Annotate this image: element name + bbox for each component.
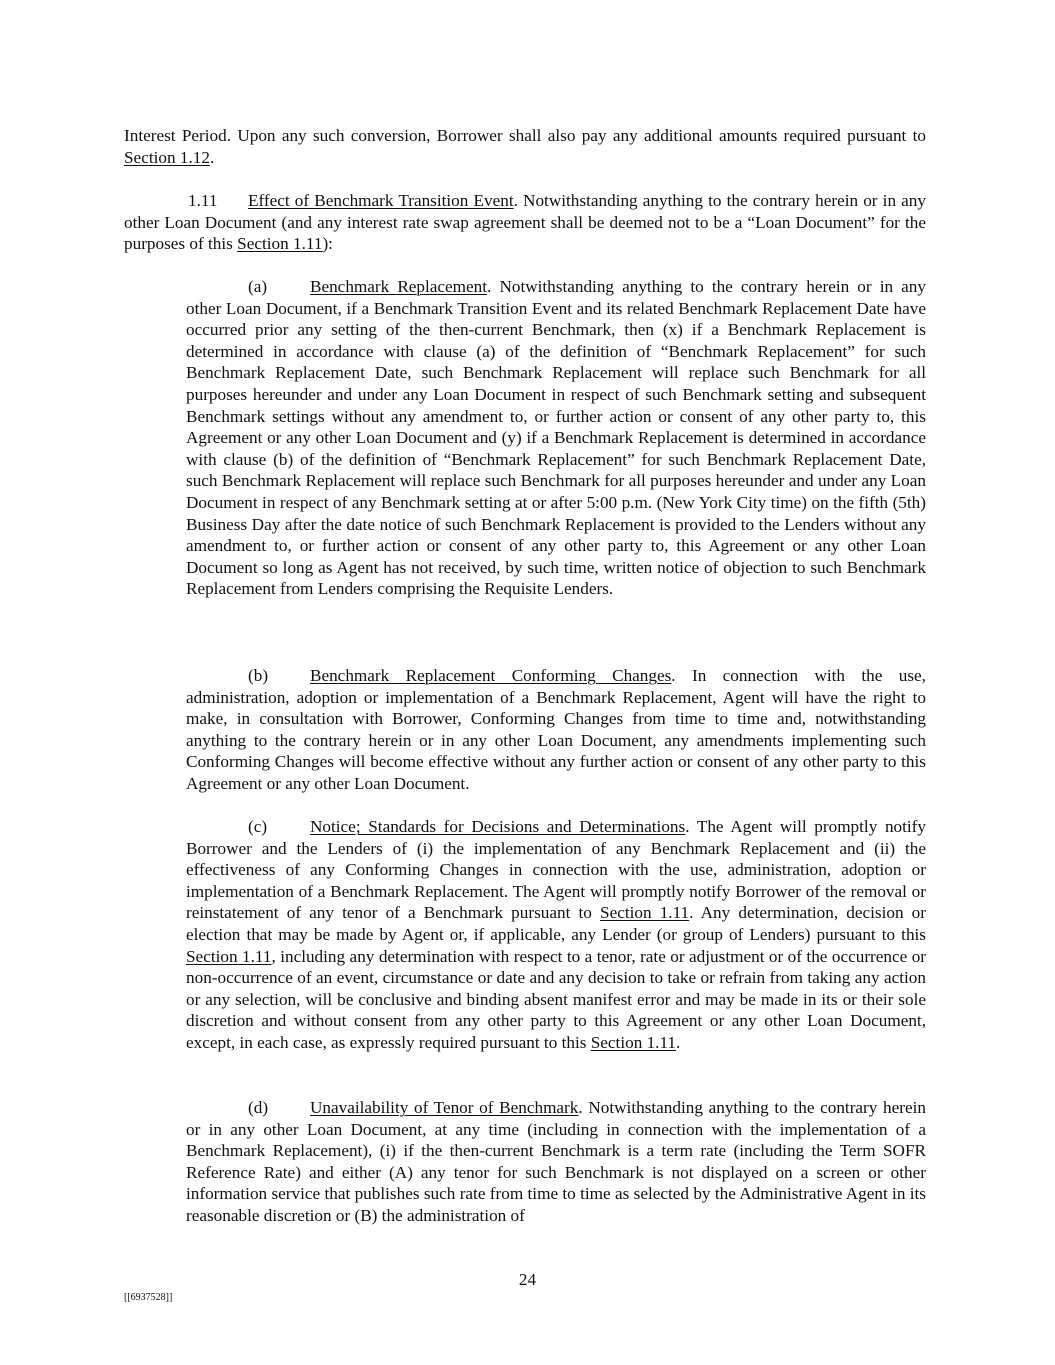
paragraph-text: . bbox=[676, 1032, 681, 1052]
clause-number: (b) bbox=[248, 666, 269, 685]
paragraph-text: . The Agent will promptly notify Borrower and the Lenders of (i) the implementation of any Benchmark Replacement and (ii) the effectiveness of any Conforming Changes in connection with the use, administration, adoption or implementation of a Benchmark Replacement. The Agent will promptly notify Borrower of the removal or reinstatement of any tenor of a Benchmark pursuant to bbox=[186, 817, 926, 923]
section-1-11-paragraph bbox=[124, 190, 926, 255]
paragraph-text: Interest Period. Upon any such conversion, Borrower shall also pay any additional amounts required pursuant to bbox=[124, 126, 926, 145]
clause-heading: Unavailability of Tenor of Benchmark bbox=[310, 1098, 579, 1117]
clause-heading: Notice; Standards for Decisions and Determinations bbox=[310, 817, 686, 836]
paragraph-text: . Any determination, decision or election that may be made by Agent or, if applicable, any Lender (or group of Lenders) pursuant to this bbox=[186, 903, 927, 944]
section-reference: Section 1.11 bbox=[600, 903, 690, 923]
section-reference: Section 1.11 bbox=[237, 234, 323, 254]
paragraph-text: . bbox=[209, 147, 215, 167]
clause-d-paragraph bbox=[186, 1097, 926, 1227]
clause-b-paragraph bbox=[186, 665, 926, 795]
section-number: 1.11 bbox=[188, 191, 218, 210]
paragraph-text: . Notwithstanding anything to the contrary herein or in any other Loan Document (and any interest rate swap agreement shall be deemed not to be a “Loan Document” for the purposes of this bbox=[124, 191, 926, 254]
paragraph-interest-period bbox=[124, 125, 926, 168]
section-reference: Section 1.11 bbox=[590, 1032, 677, 1052]
page-number: 24 bbox=[518, 1270, 537, 1289]
clause-number: (a) bbox=[248, 277, 268, 296]
clause-number: (c) bbox=[248, 817, 268, 836]
paragraph-text: . In connection with the use, administration, adoption or implementation of a Benchmark Replacement, Agent will have the right to make, in consultation with Borrower, Conforming Changes from time to time and, notwithstanding anything to the contrary herein or in any other Loan Document, any amendments implementing such Conforming Changes will become effective without any further action or consent of any other party to this Agreement or any other Loan Document. bbox=[186, 666, 926, 793]
clause-heading: Benchmark Replacement bbox=[310, 277, 488, 296]
section-reference: Section 1.11 bbox=[186, 946, 272, 966]
paragraph-text: . Notwithstanding anything to the contrary herein or in any other Loan Document, at any time (including in connection with the implementation of a Benchmark Replacement), (i) if the then-current Benchmark is a term rate (including the Term SOFR Reference Rate) and either (A) any tenor for such Benchmark is not displayed on a screen or other information service that publishes such rate from time to time as selected by the Administrative Agent in its reasonable discretion or (B) the administration of bbox=[186, 1098, 926, 1225]
clause-number: (d) bbox=[248, 1098, 269, 1117]
paragraph-text: , including any determination with respect to a tenor, rate or adjustment or of the occurrence or non-occurrence of an event, circumstance or date and any decision to take or refrain from taking any action or any selection, will be conclusive and binding absent manifest error and may be made in its or their sole discretion and without consent from any other party to this Agreement or any other Loan Document, except, in each case, as expressly required pursuant to this bbox=[186, 946, 927, 1052]
section-heading: Effect of Benchmark Transition Event bbox=[248, 191, 514, 210]
clause-a-paragraph bbox=[186, 276, 926, 600]
clause-heading: Benchmark Replacement Conforming Changes bbox=[310, 666, 672, 685]
paragraph-text: . Notwithstanding anything to the contrary herein or in any other Loan Document, if a Benchmark Transition Event and its related Benchmark Replacement Date have occurred prior any setting of the then-current Benchmark, then (x) if a Benchmark Replacement is determined in accordance with clause (a) of the definition of “Benchmark Replacement” for such Benchmark Replacement Date, such Benchmark Replacement will replace such Benchmark for all purposes hereunder and under any Loan Document in respect of such Benchmark setting and subsequent Benchmark settings without any amendment to, or further action or consent of any other party to, this Agreement or any other Loan Document and (y) if a Benchmark Replacement is determined in accordance with clause (b) of the definition of “Benchmark Replacement” for such Benchmark Replacement Date, such Benchmark Replacement will replace such Benchmark for all purposes hereunder and under any Loan Document in respect of any Benchmark setting at or after 5:00 p.m. (New York City time) on the fifth (5th) Business Day after the date notice of such Benchmark Replacement is provided to the Lenders without any amendment to, or further action or consent of any other party to, this Agreement or any other Loan Document so long as Agent has not received, by such time, written notice of objection to such Benchmark Replacement from Lenders comprising the Requisite Lenders. bbox=[186, 277, 926, 599]
section-reference: Section 1.12 bbox=[124, 147, 210, 167]
clause-c-paragraph bbox=[186, 816, 926, 1054]
paragraph-text: ): bbox=[322, 234, 333, 254]
document-id: [[6937528]] bbox=[124, 1292, 173, 1303]
